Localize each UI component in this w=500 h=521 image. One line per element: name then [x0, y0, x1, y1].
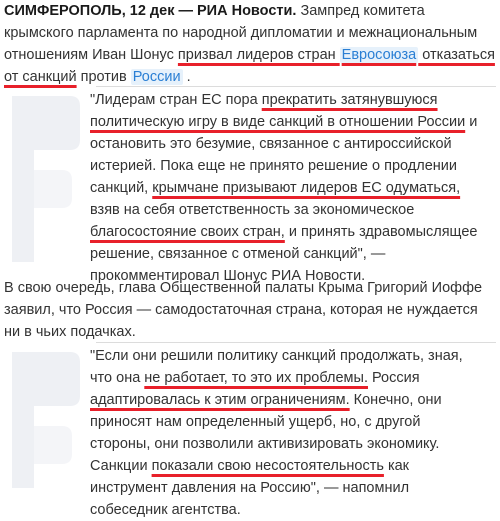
middle-paragraph: В свою очередь, глава Общественной палаты Крыма Григорий Иоффе заявил, что Россия — самодостаточная страна, которая не нуждается ни в чьих подачках.	[4, 280, 483, 340]
highlight-phrase: не работает, то это их проблемы.	[144, 370, 368, 386]
quote-text-2: "Если они решили политику санкций продолжать, зная, что она не работает, то это их проблемы. Россия адаптировалась к этим ограничениям. Конечно, они приносят нам определенный ущерб, но, с другой стороны, они позволили активизировать экономику. Санкции показали свою несостоятельность как инструмент давления на Россию", — напомнил собеседник агентства.	[90, 348, 463, 518]
highlight-phrase: показали свою несостоятельность	[151, 458, 384, 474]
highlight-phrase: отказаться от санкций	[4, 47, 495, 85]
quote-divider	[96, 342, 496, 343]
link-eu[interactable]: Евросоюза	[341, 47, 417, 63]
quote-text-1: "Лидерам стран ЕС пора прекратить затянувшуюся политическую игру в виде санкций в отношении России и остановить это безумие, связанное с антироссийской истерией. Пока еще не принято решение о продлении санкций, крымчане призывают лидеров ЕС одуматься, взяв на себя ответственность за экономическое благосостояние своих стран, и принять здравомыслящее решение, связанное с отменой санкций", — прокомментировал Шонус РИА Новости.	[90, 92, 478, 284]
link-russia[interactable]: России	[132, 69, 181, 85]
highlight-phrase: призвал лидеров стран	[177, 47, 340, 63]
dateline: СИМФЕРОПОЛЬ, 12 дек — РИА Новости.	[4, 3, 297, 19]
quote-logo-icon	[4, 342, 84, 488]
lead-paragraph: СИМФЕРОПОЛЬ, 12 дек — РИА Новости. Зампред комитета крымского парламента по народной дипломатии и межнациональным отношениям Иван Шонус призвал лидеров стран Евросоюза отказаться от санкций против России .	[4, 3, 495, 85]
highlight-phrase: благосостояние своих стран,	[90, 224, 285, 240]
highlight-phrase: прекратить затянувшуюся политическую игру в виде санкций в отношении России	[90, 92, 466, 130]
quote-divider	[96, 86, 496, 87]
quote-block-2	[4, 342, 496, 518]
quote-block-1	[4, 86, 496, 284]
highlight-phrase: крымчане призывают лидеров ЕС одуматься,	[152, 180, 461, 196]
quote-logo-icon	[4, 86, 84, 272]
highlight-phrase: адаптировалась к этим ограничениям.	[90, 392, 350, 408]
